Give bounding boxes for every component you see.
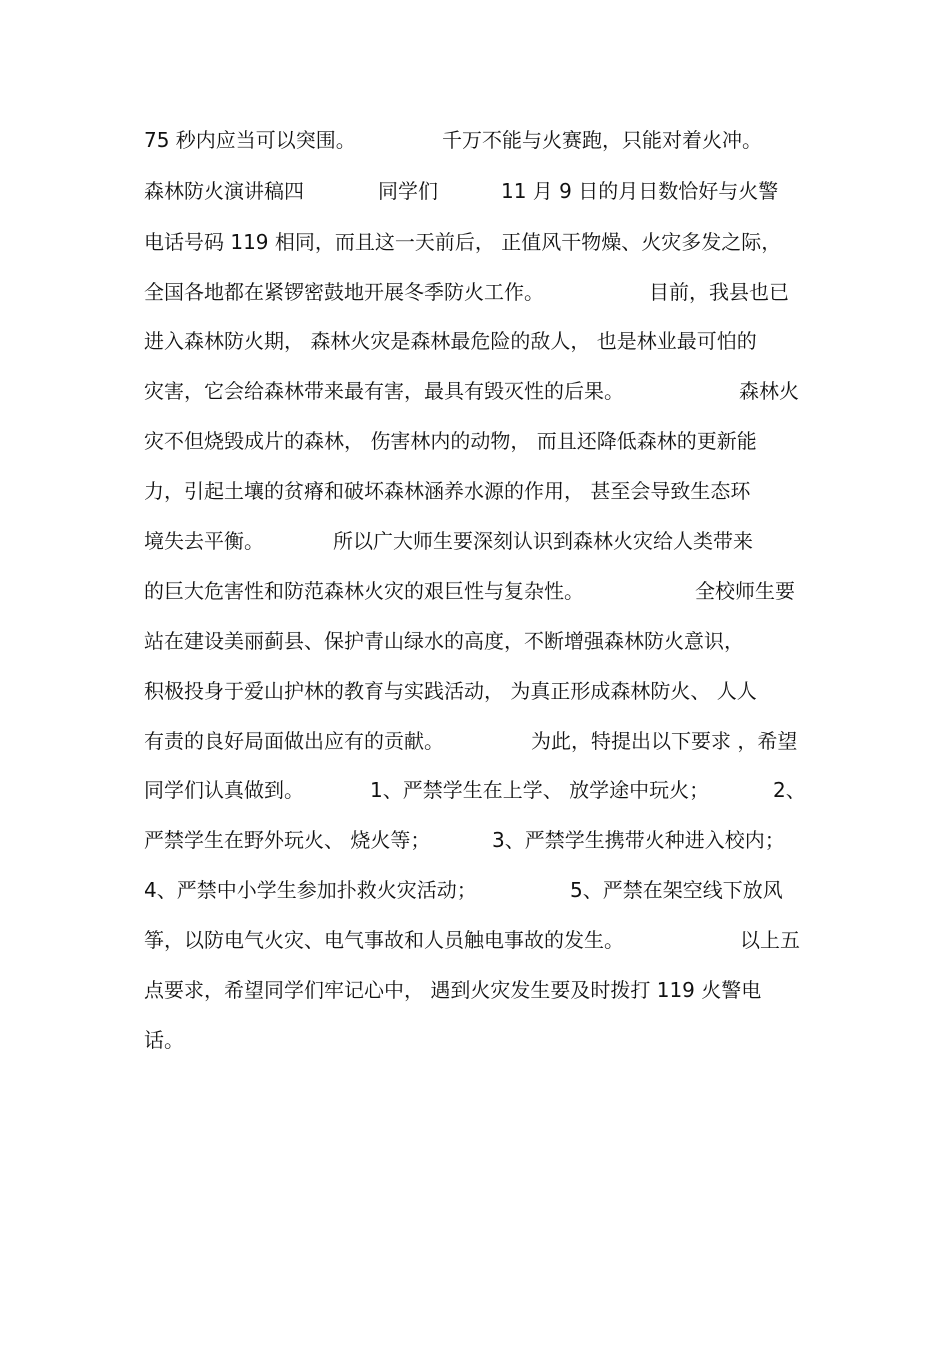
text-segment: 筝，以防电气火灾、电气事故和人员触电事故的发生。 [144,928,624,952]
text-segment: 站在建设美丽蓟县、保护青山绿水的高度，不断增强森林防火意识， [144,629,744,653]
text-line [144,724,824,758]
text-segment: 目前，我县也已 [649,280,789,304]
text-line [144,624,824,658]
text-segment: 3、严禁学生携带火种进入校内； [492,828,785,852]
text-line [144,923,824,957]
text-segment: 电话号码 119 相同，而且这一天前后， 正值风干物燥、火灾多发之际， [144,230,782,254]
text-segment: 同学们认真做到。 [144,778,304,802]
text-segment: 所以广大师生要深刻认识到森林火灾给人类带来 [333,529,753,553]
text-segment: 千万不能与火赛跑，只能对着火冲。 [442,128,762,152]
text-segment: 全校师生要 [695,579,795,603]
text-segment: 进入森林防火期， 森林火灾是森林最危险的敌人， 也是林业最可怕的 [144,329,757,353]
text-segment: 力，引起土壤的贫瘠和破坏森林涵养水源的作用， 甚至会导致生态环 [144,479,751,503]
text-segment: 有责的良好局面做出应有的贡献。 [144,729,444,753]
text-line [144,123,824,157]
text-segment: 的巨大危害性和防范森林火灾的艰巨性与复杂性。 [144,579,584,603]
text-line [144,873,824,907]
text-segment: 灾害，它会给森林带来最有害，最具有毁灭性的后果。 [144,379,624,403]
text-segment: 点要求，希望同学们牢记心中， 遇到火灾发生要及时拨打 119 火警电 [144,978,762,1002]
text-segment: 同学们 [378,179,438,203]
text-segment: 境失去平衡。 [144,529,264,553]
text-segment: 严禁学生在野外玩火、 烧火等； [144,828,431,852]
text-line [144,1023,824,1057]
text-segment: 4、严禁中小学生参加扑救火灾活动； [144,878,477,902]
text-segment: 5、严禁在架空线下放风 [570,878,783,902]
text-segment: 灾不但烧毁成片的森林， 伤害林内的动物， 而且还降低森林的更新能 [144,429,757,453]
text-line [144,174,824,208]
text-line [144,424,824,458]
text-line [144,275,824,309]
text-line [144,574,824,608]
text-segment: 75 秒内应当可以突围。 [144,128,356,152]
text-line [144,374,824,408]
text-segment: 森林防火演讲稿四 [144,179,304,203]
text-segment: 2、 [773,778,806,802]
text-line [144,674,824,708]
text-line [144,823,824,857]
text-segment: 话。 [144,1028,184,1052]
text-line [144,973,824,1007]
text-segment: 积极投身于爱山护林的教育与实践活动， 为真正形成森林防火、 人人 [144,679,757,703]
text-line [144,474,824,508]
text-segment: 11 月 9 日的月日数恰好与火警 [501,179,779,203]
text-segment: 森林火 [739,379,799,403]
text-line [144,773,824,807]
text-line [144,524,824,558]
text-segment: 全国各地都在紧锣密鼓地开展冬季防火工作。 [144,280,544,304]
text-segment: 为此，特提出以下要求 ，希望 [531,729,798,753]
text-segment: 1、严禁学生在上学、 放学途中玩火； [370,778,710,802]
text-segment: 以上五 [740,928,800,952]
text-line [144,324,824,358]
text-line [144,225,824,259]
